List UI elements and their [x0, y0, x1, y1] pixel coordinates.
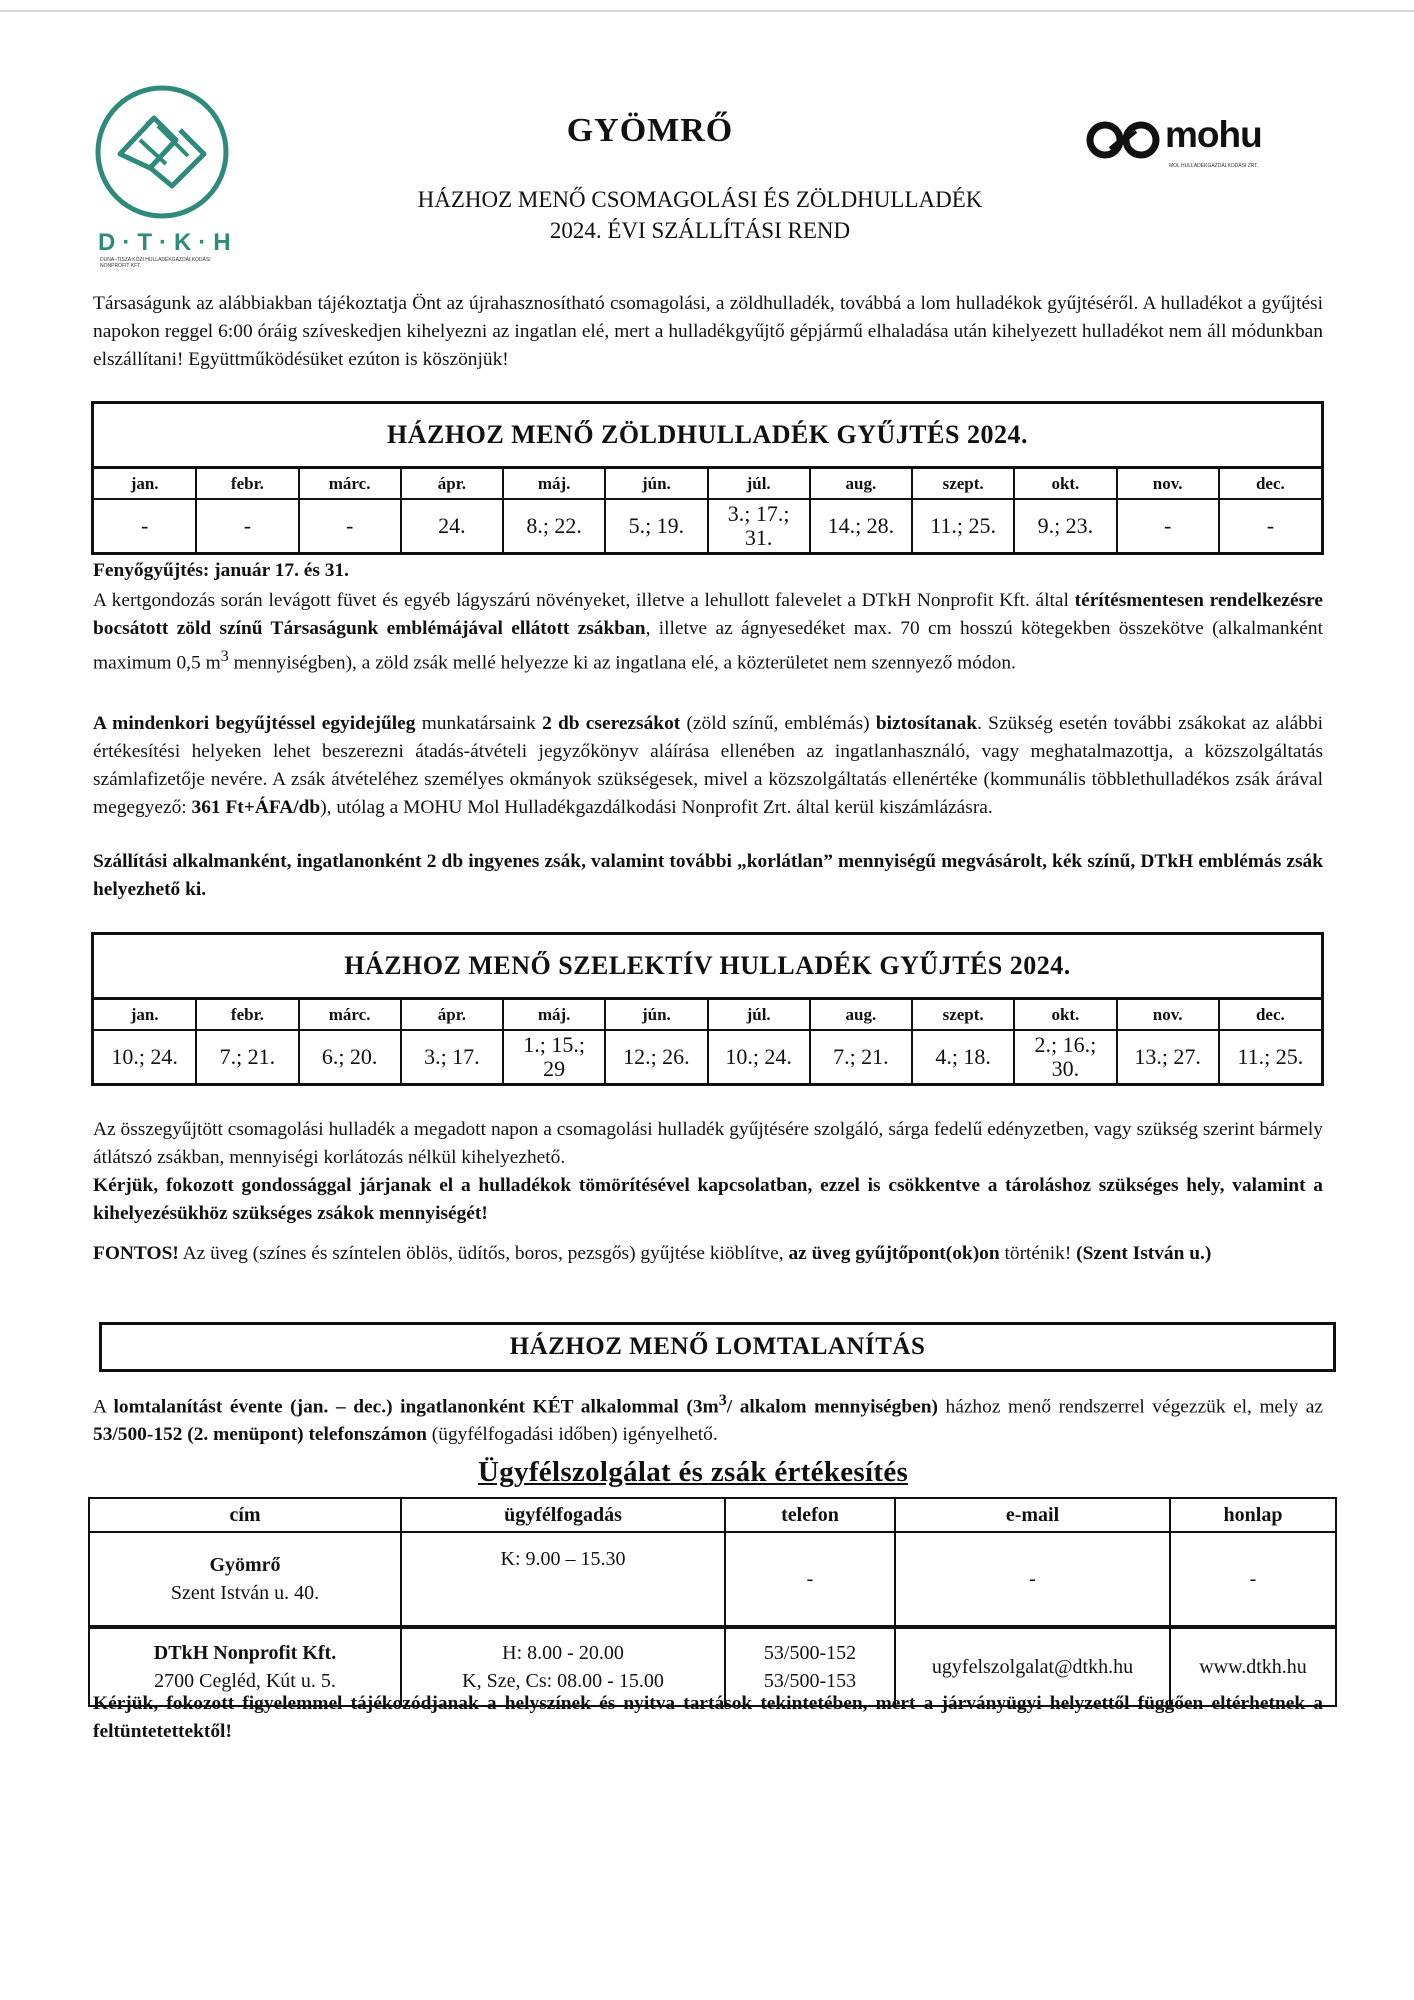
collection-date-cell: 14.; 28.	[810, 499, 912, 552]
month-header-row	[94, 469, 1321, 499]
selective-waste-dates-row	[94, 1030, 1321, 1083]
month-header: febr.	[196, 469, 298, 499]
bold-span: térítésmentesen rendelkezésre bocsátott zöld színű Társaságunk emblémájával ellátott zsákban	[93, 590, 1324, 639]
hours-cell	[401, 1532, 725, 1627]
collection-date-cell: 3.; 17.; 31.	[708, 499, 810, 552]
office-address: Szent István u. 40.	[170, 1582, 320, 1604]
bold-span: 53/500-152 (2. menüpont) telefonszámon	[93, 1424, 427, 1446]
month-header: nov.	[1117, 1000, 1219, 1030]
dtkh-logo	[92, 82, 237, 269]
collection-date-cell: 8.; 22.	[503, 499, 605, 552]
green-waste-paragraph-1	[93, 587, 1323, 677]
text-span: , illetve az ágnyesedéket max. 70 cm hosszú kötegekben összekötve (alkalmanként maximum 0,5 m	[93, 618, 1323, 674]
month-header: ápr.	[401, 1000, 503, 1030]
month-header: okt.	[1014, 469, 1116, 499]
month-header: jún.	[605, 469, 707, 499]
town-title: GYÖMRŐ	[566, 112, 734, 149]
subtitle-line-1: HÁZHOZ MENŐ CSOMAGOLÁSI ÉS ZÖLDHULLADÉK	[417, 187, 983, 212]
address-cell	[89, 1532, 401, 1627]
green-waste-schedule	[94, 469, 1321, 552]
office-name: DTkH Nonprofit Kft.	[153, 1642, 337, 1664]
month-header: dec.	[1219, 1000, 1321, 1030]
column-header: e-mail	[895, 1498, 1170, 1532]
text-span: házhoz menő rendszerrel végezzük el, mely az	[937, 1396, 1324, 1418]
text-span: (ügyfélfogadási időben) igényelhető.	[426, 1424, 718, 1446]
month-header: márc.	[299, 1000, 401, 1030]
text-span: (zöld színű, emblémás)	[680, 713, 876, 734]
month-header: aug.	[810, 469, 912, 499]
phone-cell: -	[725, 1532, 895, 1627]
bold-span: A mindenkori begyűjtéssel egyidejűleg	[93, 713, 416, 734]
customer-service-heading: Ügyfélszolgálat és zsák értékesítés	[478, 1456, 909, 1488]
collection-date-cell: 7.; 21.	[810, 1030, 912, 1083]
office-hours: H: 8.00 - 20.00	[502, 1642, 624, 1664]
column-header: ügyfélfogadás	[401, 1498, 725, 1532]
selective-waste-table	[91, 932, 1324, 1086]
mohu-logo-small-text: MOL HULLADÉKGAZDÁLKODÁSI ZRT.	[1169, 163, 1259, 169]
month-header: máj.	[503, 1000, 605, 1030]
month-header: júl.	[708, 1000, 810, 1030]
collection-date-cell: -	[94, 499, 196, 552]
selective-waste-paragraph-1: Az összegyűjtött csomagolási hulladék a megadott napon a csomagolási hulladék gyűjtésére szolgáló, sárga fedelű edényzetben, vagy szükség szerint bármely átlátszó zsákban, mennyiségi korlátozás nélkül kihelyezhető.	[93, 1119, 1323, 1168]
collection-date-cell: 9.; 23.	[1014, 499, 1116, 552]
phone-number: 53/500-153	[763, 1670, 857, 1692]
month-header: júl.	[708, 469, 810, 499]
page-top-border	[0, 10, 1414, 12]
month-header: dec.	[1219, 469, 1321, 499]
office-name: Gyömrő	[209, 1554, 281, 1576]
collection-date-cell: 12.; 26.	[605, 1030, 707, 1083]
column-header: honlap	[1170, 1498, 1336, 1532]
collection-date-cell: -	[1219, 499, 1321, 552]
collection-date-cell: 11.; 25.	[1219, 1030, 1321, 1083]
customer-service-table	[88, 1497, 1337, 1707]
glass-collection-note	[93, 1240, 1323, 1268]
bulky-waste-title: HÁZHOZ MENŐ LOMTALANÍTÁS	[99, 1322, 1336, 1372]
pine-collection-note: Fenyőgyűjtés: január 17. és 31.	[93, 560, 350, 581]
document-subtitle	[300, 184, 1100, 246]
green-waste-paragraph-2	[93, 710, 1323, 822]
intro-paragraph: Társaságunk az alábbiakban tájékoztatja Önt az újrahasznosítható csomagolási, a zöldhulladék, továbbá a lom hulladékok gyűjtéséről. A hulladékot a gyűjtési napokon reggel 6:00 óráig szíveskedjen kihelyezni az ingatlan elé, mert a hulladékgyűjtő gépjármű elhaladása után kihelyezett hulladékot nem áll módunkban elszállítani! Együttműködésüket ezúton is köszönjük!	[93, 293, 1323, 370]
text-span: A	[93, 1396, 114, 1418]
subtitle-line-2: 2024. ÉVI SZÁLLÍTÁSI REND	[549, 218, 851, 243]
month-header-row	[94, 1000, 1321, 1030]
month-header: máj.	[503, 469, 605, 499]
text-span: munkatársaink	[415, 713, 543, 734]
month-header: febr.	[196, 1000, 298, 1030]
selective-waste-paragraph-2: Kérjük, fokozott gondossággal járjanak el a hulladékok tömörítésével kapcsolatban, ezzel is csökkentve a tároláshoz szükséges hely, valamint a kihelyezésükhöz szükséges zsákok mennyiségét!	[93, 1175, 1323, 1224]
green-waste-title: HÁZHOZ MENŐ ZÖLDHULLADÉK GYŰJTÉS 2024.	[94, 404, 1321, 469]
bold-span: lomtalanítást évente (jan. – dec.) ingatlanonként KÉT alkalommal (3m	[113, 1396, 719, 1418]
collection-date-cell: 10.; 24.	[94, 1030, 196, 1083]
website-cell: -	[1170, 1532, 1336, 1627]
mohu-logo	[1085, 114, 1315, 178]
collection-date-cell: 7.; 21.	[196, 1030, 298, 1083]
month-header: jan.	[94, 1000, 196, 1030]
bold-span: 2 db cserezsákot	[542, 713, 681, 734]
superscript: 3	[718, 1392, 727, 1409]
bulky-waste-paragraph	[93, 1387, 1323, 1449]
month-header: szept.	[912, 1000, 1014, 1030]
bold-span: / alkalom mennyiségben)	[726, 1396, 938, 1418]
text-span: mennyiségben), a zöld zsák mellé helyezze ki az ingatlana elé, a közterületet nem szennyező módon.	[228, 652, 1016, 674]
collection-date-cell: 13.; 27.	[1117, 1030, 1219, 1083]
collection-date-cell: 6.; 20.	[299, 1030, 401, 1083]
website-cell[interactable]: www.dtkh.hu	[1170, 1627, 1336, 1706]
green-waste-paragraph-3: Szállítási alkalmanként, ingatlanonként 2 db ingyenes zsák, valamint további „korlátlan” mennyiségű megvásárolt, kék színű, DTkH emblémás zsák helyezhető ki.	[93, 851, 1323, 900]
dtkh-emblem-icon	[92, 82, 232, 222]
office-hours: K: 9.00 – 15.30	[500, 1548, 626, 1570]
bold-span: FONTOS!	[93, 1243, 179, 1264]
email-cell: -	[895, 1532, 1170, 1627]
table-header-row	[89, 1498, 1336, 1532]
collection-date-cell: 4.; 18.	[912, 1030, 1014, 1083]
collection-date-cell: 5.; 19.	[605, 499, 707, 552]
bold-span: az üveg gyűjtőpont(ok)on	[788, 1243, 1000, 1264]
office-address: 2700 Cegléd, Kút u. 5.	[154, 1670, 336, 1692]
month-header: jan.	[94, 469, 196, 499]
selective-waste-title: HÁZHOZ MENŐ SZELEKTÍV HULLADÉK GYŰJTÉS 2024.	[94, 935, 1321, 1000]
collection-date-cell: 2.; 16.; 30.	[1014, 1030, 1116, 1083]
column-header: cím	[89, 1498, 401, 1532]
month-header: jún.	[605, 1000, 707, 1030]
month-header: okt.	[1014, 1000, 1116, 1030]
collection-date-cell: 1.; 15.; 29	[503, 1030, 605, 1083]
collection-date-cell: 10.; 24.	[708, 1030, 810, 1083]
collection-date-cell: 24.	[401, 499, 503, 552]
bold-span: (Szent István u.)	[1076, 1243, 1212, 1264]
email-cell[interactable]: ugyfelszolgalat@dtkh.hu	[895, 1627, 1170, 1706]
text-span: . Szükség esetén további zsákokat az alábbi értékesítési helyeken lehet beszerezni átadás-átvételi jegyzőkönyv aláírása ellenében az ingatlanhasználó, vagy meghatalmazottja, a közszolgáltatás számlafizetője nevére. A zsák átvételéhez személyes okmányok szükségesek, mivel a közszolgáltatás ellenértéke (kommunális többlethulladékos zsák árával megegyező:	[93, 713, 1323, 818]
table-row	[89, 1532, 1336, 1627]
office-hours: K, Sze, Cs: 08.00 - 15.00	[462, 1670, 664, 1692]
month-header: aug.	[810, 1000, 912, 1030]
collection-date-cell: -	[299, 499, 401, 552]
mohu-emblem-icon	[1085, 118, 1163, 162]
month-header: szept.	[912, 469, 1014, 499]
phone-number: 53/500-152	[763, 1642, 857, 1664]
text-span: ), utólag a MOHU Mol Hulladékgazdálkodási Nonprofit Zrt. által kerül kiszámlázásra.	[320, 797, 993, 818]
footer-note: Kérjük, fokozott figyelemmel tájékozódjanak a helyszínek és nyitva tartások tekintetében, mert a járványügyi helyzettől függően eltérhetnek a feltüntetettektől!	[93, 1693, 1323, 1742]
text-span: Az üveg (színes és színtelen öblös, üdítős, boros, pezsgős) gyűjtése kiöblítve,	[178, 1243, 789, 1264]
month-header: nov.	[1117, 469, 1219, 499]
mohu-logo-word: mohu	[1165, 114, 1262, 155]
selective-waste-schedule	[94, 1000, 1321, 1083]
collection-date-cell: -	[196, 499, 298, 552]
dtkh-logo-letters: D·T·K·H	[98, 229, 238, 256]
bold-span: 361 Ft+ÁFA/db	[191, 797, 321, 818]
collection-date-cell: 11.; 25.	[912, 499, 1014, 552]
green-waste-dates-row	[94, 499, 1321, 552]
column-header: telefon	[725, 1498, 895, 1532]
collection-date-cell: 3.; 17.	[401, 1030, 503, 1083]
superscript: 3	[220, 648, 229, 665]
collection-date-cell: -	[1117, 499, 1219, 552]
bold-span: biztosítanak	[875, 713, 978, 734]
text-span: történik!	[999, 1243, 1077, 1264]
month-header: ápr.	[401, 469, 503, 499]
green-waste-table	[91, 401, 1324, 555]
month-header: márc.	[299, 469, 401, 499]
text-span: A kertgondozás során levágott füvet és egyéb lágyszárú növényeket, illetve a lehullott falevelet a DTkH Nonprofit Kft. által	[93, 590, 1075, 611]
dtkh-logo-small-text: DUNA–TISZA KÖZI HULLADÉKGAZDÁLKODÁSI NONPROFIT KFT.	[100, 257, 211, 269]
